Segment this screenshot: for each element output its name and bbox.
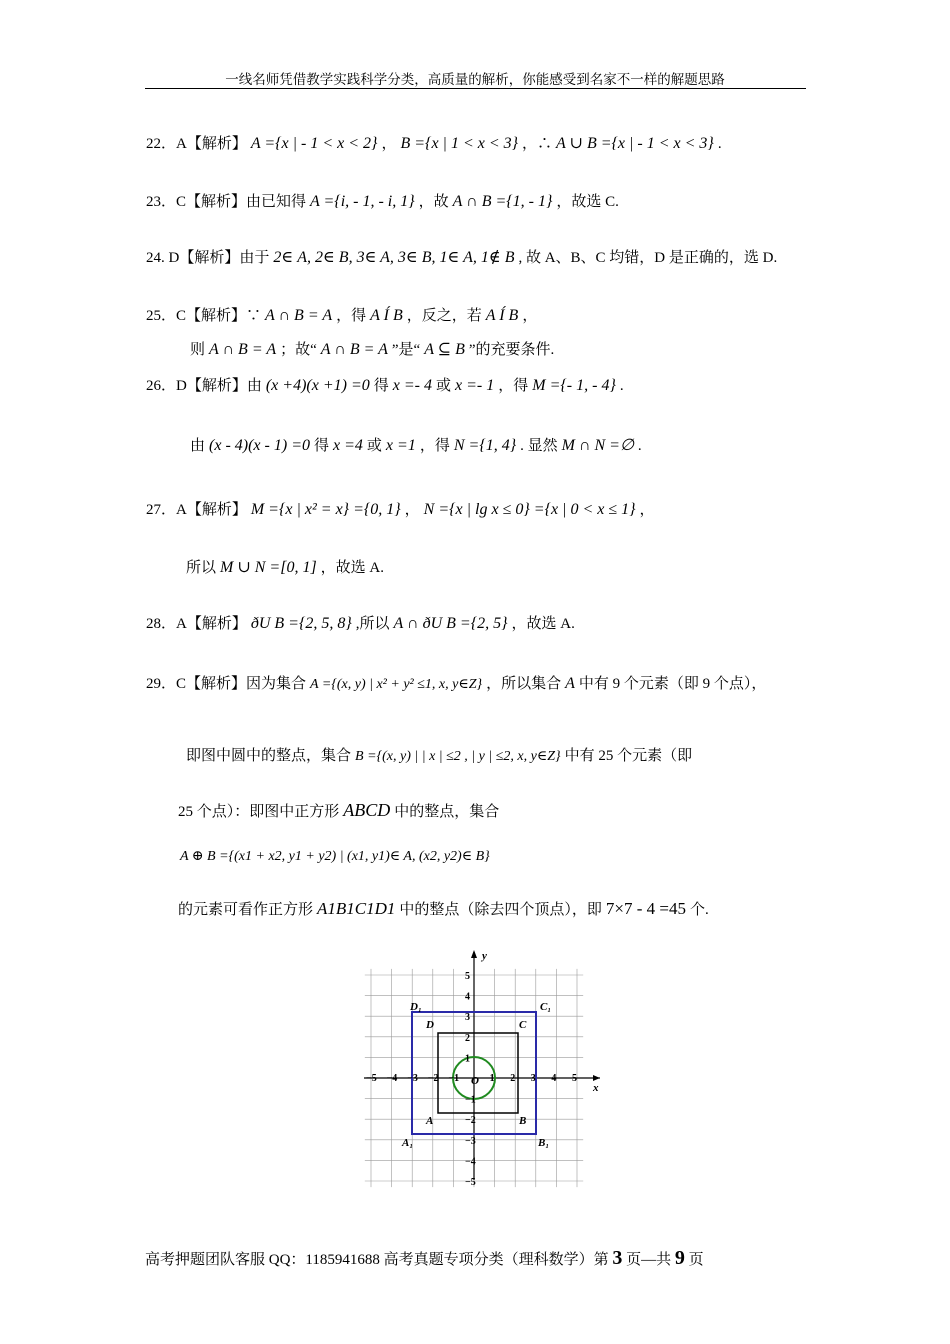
y-tick-label: −3 bbox=[465, 1135, 476, 1147]
math: N ={1, 4} bbox=[453, 437, 517, 454]
solution-25-line2 bbox=[190, 338, 554, 359]
point-b1-label: B₁ bbox=[538, 1137, 550, 1149]
math: A ⊆ B bbox=[424, 341, 465, 358]
text: . bbox=[619, 378, 624, 394]
x-axis-label: x bbox=[593, 1082, 599, 1094]
math: x =4 bbox=[333, 437, 363, 454]
math: x =- 1 bbox=[455, 377, 495, 394]
point-a1-label: A₁ bbox=[402, 1137, 414, 1149]
text: 得 bbox=[373, 378, 389, 394]
solution-29-line5 bbox=[178, 898, 709, 919]
math: A bbox=[565, 675, 575, 692]
text: 则 bbox=[190, 342, 206, 358]
text: ， bbox=[381, 136, 397, 152]
page-footer bbox=[145, 1247, 704, 1270]
header-rule bbox=[145, 88, 806, 89]
footer-text: 页—共 bbox=[622, 1252, 675, 1268]
label: 29．C【解析】因为集合 bbox=[146, 676, 307, 692]
text: 或 bbox=[366, 438, 382, 454]
math: A ={(x, y) | x² + y² ≤1, x, y∈Z} bbox=[310, 677, 483, 692]
solution-23 bbox=[146, 190, 619, 211]
y-tick-label: 5 bbox=[465, 971, 470, 982]
point-c-label: C bbox=[519, 1019, 527, 1031]
math: M ={- 1, - 4} bbox=[532, 377, 616, 394]
y-tick-label: 4 bbox=[465, 991, 470, 1003]
coordinate-figure bbox=[364, 948, 604, 1188]
text: ，∴ bbox=[522, 136, 553, 152]
label: 23．C【解析】由已知得 bbox=[146, 194, 307, 210]
solution-28 bbox=[146, 612, 575, 633]
x-axis-arrow-icon bbox=[593, 1075, 600, 1081]
text: . 显然 bbox=[520, 438, 558, 454]
text: ”是“ bbox=[391, 342, 421, 358]
label: 28．A【解析】 bbox=[146, 616, 247, 632]
math: x =- 4 bbox=[392, 377, 432, 394]
text: 的元素可看作正方形 bbox=[178, 902, 314, 918]
math: N ={x | lg x ≤ 0} ={x | 0 < x ≤ 1} bbox=[423, 501, 636, 518]
text: , 故 A、B、C 均错，D 是正确的，选 D. bbox=[518, 250, 778, 266]
label: 24. D【解析】由于 bbox=[146, 250, 270, 266]
math: ABCD bbox=[343, 800, 391, 820]
text: ， bbox=[639, 502, 655, 518]
math: M ∪ N =[0, 1] bbox=[220, 559, 317, 576]
text: ，故 bbox=[418, 194, 449, 210]
solution-29-line3 bbox=[178, 800, 499, 821]
solution-26-line2 bbox=[190, 434, 642, 455]
text: ，得 bbox=[498, 378, 529, 394]
math: (x +4)(x +1) =0 bbox=[265, 377, 370, 394]
solution-22 bbox=[146, 132, 722, 153]
solution-26 bbox=[146, 374, 624, 395]
math: A1B1C1D1 bbox=[317, 899, 396, 918]
text: ， bbox=[522, 308, 538, 324]
solution-29-line2 bbox=[186, 744, 692, 765]
math: A ∩ B = A bbox=[209, 341, 277, 358]
text: 25 个点）：即图中正方形 bbox=[178, 804, 340, 820]
text: 中有 9 个元素（即 9 个点）， bbox=[578, 676, 767, 692]
math: A ∩ B = A bbox=[320, 341, 388, 358]
page-total: 9 bbox=[674, 1247, 685, 1269]
point-a-label: A bbox=[426, 1115, 434, 1127]
text: 个. bbox=[690, 902, 709, 918]
text: ；故“ bbox=[280, 342, 317, 358]
math: A ∩ ðU B ={2, 5} bbox=[393, 615, 508, 632]
x-tick-label: 3 bbox=[530, 1073, 536, 1084]
y-tick-label: 1 bbox=[465, 1053, 470, 1065]
x-tick-label: 1 bbox=[489, 1073, 495, 1084]
x-tick-label: −5 bbox=[366, 1073, 377, 1084]
text: 中的整点，集合 bbox=[394, 804, 500, 820]
math: A ∩ B ={1, - 1} bbox=[452, 193, 553, 210]
point-c1-label: C₁ bbox=[540, 1001, 552, 1013]
x-tick-label: −4 bbox=[386, 1073, 398, 1084]
text: 中的整点（除去四个顶点），即 bbox=[399, 902, 602, 918]
solution-29-line4 bbox=[176, 848, 494, 865]
text: 或 bbox=[436, 378, 452, 394]
y-tick-label: −4 bbox=[465, 1156, 476, 1168]
solution-25 bbox=[146, 304, 537, 325]
y-tick-label: −5 bbox=[465, 1177, 476, 1188]
math: (x - 4)(x - 1) =0 bbox=[209, 437, 310, 454]
footer-text: 高考押题团队客服 QQ：1185941688 高考真题专项分类（理科数学）第 bbox=[145, 1252, 613, 1268]
point-b-label: B bbox=[519, 1115, 527, 1127]
text: ，故选 C. bbox=[556, 194, 619, 210]
math: ðU B ={2, 5, 8} bbox=[250, 615, 352, 632]
page-number: 3 bbox=[612, 1247, 623, 1269]
text: ，所以集合 bbox=[486, 676, 562, 692]
x-tick-label: −2 bbox=[427, 1073, 439, 1084]
text: ，反之，若 bbox=[406, 308, 482, 324]
y-axis-arrow-icon bbox=[471, 950, 477, 958]
math: 2∈ A, 2∈ B, 3∈ A, 3∈ B, 1∈ A, 1∉ B bbox=[273, 249, 515, 266]
label: 27．A【解析】 bbox=[146, 502, 247, 518]
text: ”的充要条件. bbox=[468, 342, 555, 358]
x-tick-label: 2 bbox=[510, 1073, 516, 1084]
math: A ∩ B = A bbox=[265, 307, 333, 324]
x-tick-label: −1 bbox=[448, 1073, 460, 1084]
text: 即图中圆中的整点，集合 bbox=[186, 748, 352, 764]
math: M ∩ N =∅ bbox=[561, 437, 634, 454]
text: ，得 bbox=[419, 438, 450, 454]
math: A ⊕ B ={(x1 + x2, y1 + y2) | (x1, y1)∈ A, (x2, y2)∈ B} bbox=[180, 849, 490, 864]
x-tick-label: −3 bbox=[407, 1073, 418, 1084]
y-tick-label: −2 bbox=[465, 1115, 476, 1127]
text: 中有 25 个元素（即 bbox=[564, 748, 693, 764]
text: . bbox=[637, 438, 642, 454]
math: M ={x | x² = x} ={0, 1} bbox=[250, 501, 401, 518]
text: ，得 bbox=[336, 308, 367, 324]
y-tick-label: 2 bbox=[465, 1032, 470, 1044]
text: 所以 bbox=[186, 560, 217, 576]
page-header: 一线名师凭借教学实践科学分类，高质量的解析，你能感受到名家不一样的解题思路 bbox=[225, 72, 725, 88]
y-tick-label: 3 bbox=[465, 1012, 470, 1024]
solution-24 bbox=[146, 246, 777, 267]
y-axis-label: y bbox=[482, 950, 487, 962]
solution-27-line2 bbox=[186, 556, 384, 577]
text: ，故选 A. bbox=[320, 560, 385, 576]
text: ，故选 A. bbox=[511, 616, 575, 632]
math: A Í B bbox=[485, 307, 519, 324]
text: 得 bbox=[313, 438, 329, 454]
point-d-label: D bbox=[426, 1019, 434, 1031]
math: x =1 bbox=[385, 437, 416, 454]
x-tick-label: 4 bbox=[551, 1073, 557, 1084]
math: A ={i, - 1, - i, 1} bbox=[310, 193, 415, 210]
origin-label: O bbox=[471, 1075, 479, 1087]
math: B ={x | 1 < x < 3} bbox=[400, 135, 519, 152]
solution-29 bbox=[146, 672, 766, 693]
math: B ={(x, y) | | x | ≤2 , | y | ≤2, x, y∈Z} bbox=[355, 749, 561, 764]
y-tick-label: −1 bbox=[465, 1094, 476, 1106]
text: ,所以 bbox=[355, 616, 390, 632]
text: ， bbox=[404, 502, 420, 518]
solution-27 bbox=[146, 498, 655, 519]
x-tick-label: 5 bbox=[572, 1073, 577, 1084]
footer-text: 页 bbox=[684, 1252, 704, 1268]
math: A ={x | - 1 < x < 2} bbox=[250, 135, 378, 152]
label: 26．D【解析】由 bbox=[146, 378, 262, 394]
point-d1-label: D₁ bbox=[410, 1001, 422, 1013]
text: 由 bbox=[190, 438, 206, 454]
math: A ∪ B ={x | - 1 < x < 3} bbox=[556, 135, 714, 152]
text: . bbox=[717, 136, 722, 152]
label: 25．C【解析】∵ bbox=[146, 308, 262, 324]
math: A Í B bbox=[370, 307, 403, 324]
label: 22．A【解析】 bbox=[146, 136, 247, 152]
math: 7×7 - 4 =45 bbox=[605, 899, 687, 918]
